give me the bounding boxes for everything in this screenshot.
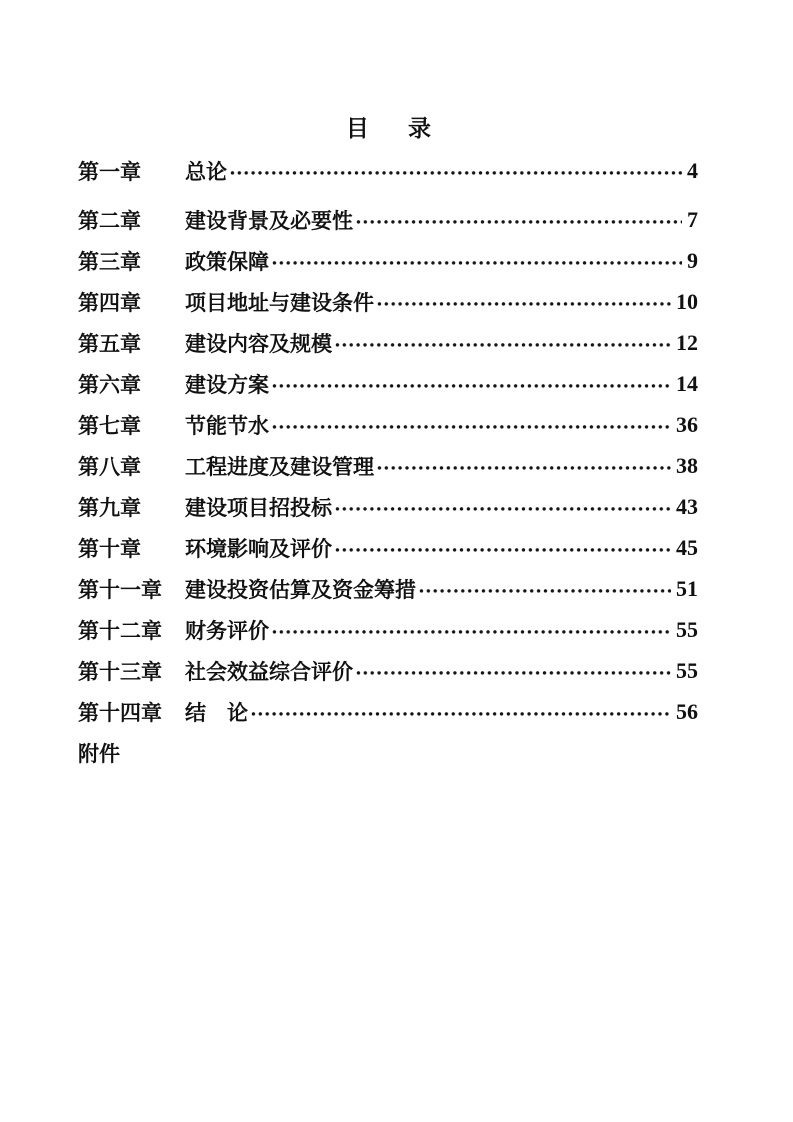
toc-title: 财务评价 (185, 620, 269, 643)
toc-page-number: 38 (676, 453, 698, 478)
toc-chapter-label: 第十章 (78, 538, 141, 561)
toc-entry[interactable] (78, 618, 698, 642)
toc-chapter-label: 第七章 (78, 415, 141, 438)
toc-page-number: 12 (676, 330, 698, 355)
toc-appendix (78, 741, 698, 765)
toc-title: 社会效益综合评价 (185, 661, 353, 684)
toc-entry[interactable] (78, 495, 698, 519)
toc-page-number: 10 (676, 289, 698, 314)
toc-chapter-label: 第二章 (78, 210, 141, 233)
toc-chapter-label: 第六章 (78, 374, 141, 397)
dot-leader (333, 495, 671, 519)
toc-chapter-label: 第五章 (78, 333, 141, 356)
toc-page-number: 51 (676, 576, 698, 601)
toc-chapter-label: 第十四章 (78, 702, 162, 725)
toc-title: 建设方案 (185, 374, 269, 397)
dot-leader (228, 159, 682, 183)
toc-chapter-label: 第九章 (78, 497, 141, 520)
toc-entry[interactable] (78, 700, 698, 724)
toc-title: 建设投资估算及资金筹措 (185, 579, 416, 602)
toc-title: 结 论 (185, 702, 248, 725)
toc-chapter-label: 第一章 (78, 161, 141, 184)
toc-title: 环境影响及评价 (185, 538, 332, 561)
dot-leader (333, 331, 671, 355)
appendix-label: 附件 (78, 743, 120, 766)
toc-title: 节能节水 (185, 415, 269, 438)
toc-page-number: 7 (687, 207, 698, 232)
toc-page-number: 55 (676, 658, 698, 683)
dot-leader (249, 700, 671, 724)
toc-chapter-label: 第四章 (78, 292, 141, 315)
toc-page-number: 36 (676, 412, 698, 437)
toc-page-number: 9 (687, 248, 698, 273)
table-of-contents (78, 159, 698, 765)
toc-entry[interactable] (78, 372, 698, 396)
toc-title: 政策保障 (185, 251, 269, 274)
toc-entry[interactable] (78, 159, 698, 183)
dot-leader (354, 208, 682, 232)
toc-entry[interactable] (78, 249, 698, 273)
toc-chapter-label: 第十三章 (78, 661, 162, 684)
toc-title: 项目地址与建设条件 (185, 292, 374, 315)
toc-entry[interactable] (78, 413, 698, 437)
toc-chapter-label: 第十一章 (78, 579, 162, 602)
toc-page-number: 43 (676, 494, 698, 519)
toc-entry[interactable] (78, 454, 698, 478)
toc-entry[interactable] (78, 659, 698, 683)
toc-page-number: 4 (687, 158, 698, 183)
dot-leader (417, 577, 671, 601)
toc-title: 总论 (185, 161, 227, 184)
dot-leader (333, 536, 671, 560)
toc-page-number: 56 (676, 699, 698, 724)
dot-leader (270, 618, 671, 642)
toc-page-number: 45 (676, 535, 698, 560)
toc-page-number: 55 (676, 617, 698, 642)
toc-title: 建设项目招投标 (185, 497, 332, 520)
dot-leader (270, 372, 671, 396)
dot-leader (375, 454, 671, 478)
toc-chapter-label: 第八章 (78, 456, 141, 479)
toc-entry[interactable] (78, 331, 698, 355)
toc-title: 建设背景及必要性 (185, 210, 353, 233)
toc-page-number: 14 (676, 371, 698, 396)
dot-leader (375, 290, 671, 314)
dot-leader (270, 249, 682, 273)
toc-chapter-label: 第十二章 (78, 620, 162, 643)
toc-entry[interactable] (78, 208, 698, 232)
toc-title: 建设内容及规模 (185, 333, 332, 356)
toc-entry[interactable] (78, 536, 698, 560)
dot-leader (354, 659, 671, 683)
toc-title: 工程进度及建设管理 (185, 456, 374, 479)
toc-chapter-label: 第三章 (78, 251, 141, 274)
page-title: 目 录 (345, 115, 440, 141)
toc-entry[interactable] (78, 577, 698, 601)
toc-entry[interactable] (78, 290, 698, 314)
dot-leader (270, 413, 671, 437)
